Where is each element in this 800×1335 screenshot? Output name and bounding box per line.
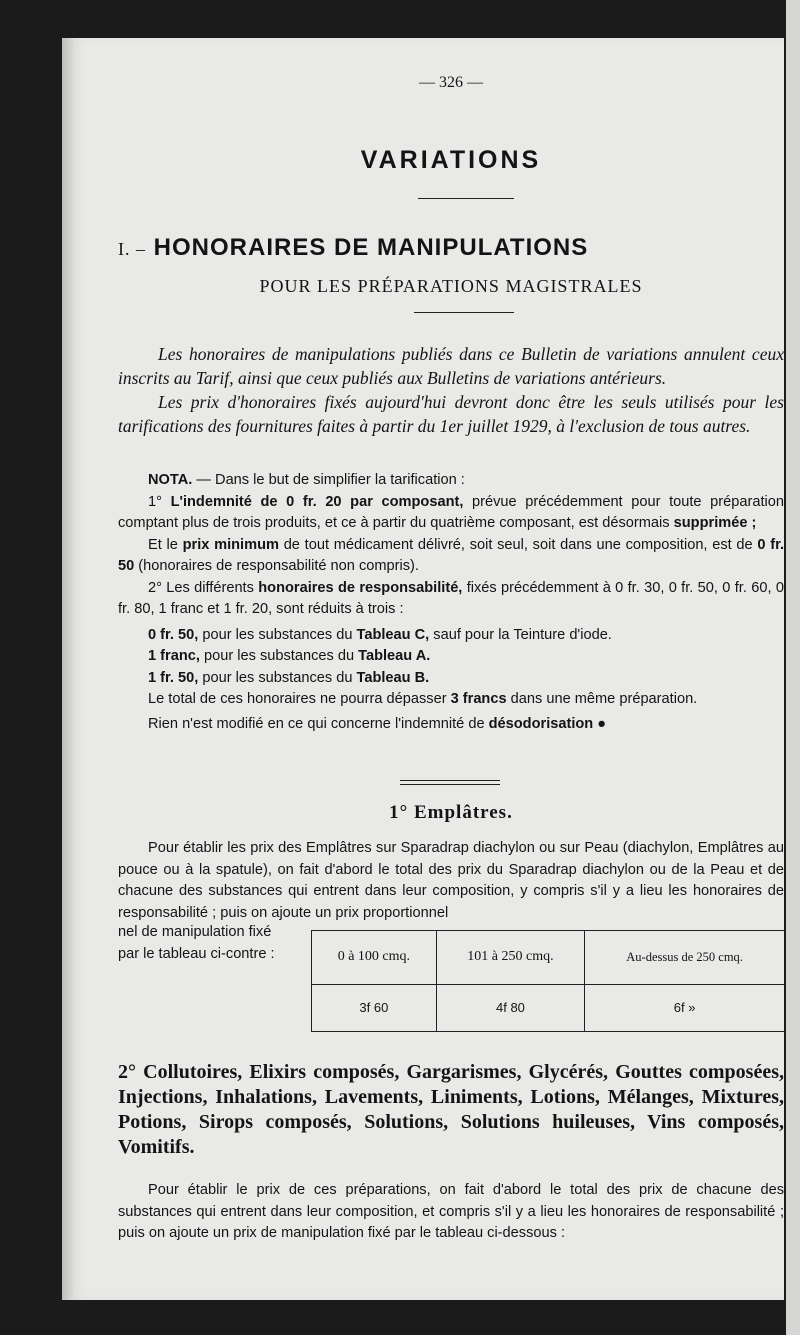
tableau-a-line: 1 franc, pour les substances du Tableau A. <box>148 648 431 664</box>
tableau-c-line: 0 fr. 50, pour les substances du Tableau C, sauf pour la Teinture d'iode. <box>148 626 612 643</box>
section-divider <box>400 780 500 788</box>
title-rule <box>418 198 514 199</box>
total-limit-line: Le total de ces honoraires ne pourra dépasser 3 francs dans une même préparation. <box>148 691 698 707</box>
emplatres-heading: 1° Emplâtres. <box>389 802 513 823</box>
intro-paragraph: Les prix d'honoraires fixés aujourd'hui devront donc être les seuls utilisés pour les tarifications des fournitures faites à partir du 1er juillet 1929, à l'exclusion de tous autres. <box>118 392 784 436</box>
table-value-cell: 3f 60 <box>312 984 437 1031</box>
section-1-subheading: POUR LES PRÉPARATIONS MAGISTRALES <box>259 276 643 296</box>
nota-lead: NOTA. — Dans le but de simplifier la tarification : <box>148 472 465 488</box>
subheading-rule <box>414 312 514 313</box>
section-1-number: I. – <box>118 239 146 259</box>
emplatres-paragraph <box>118 838 784 924</box>
emplatres-table-caption: nel de manipulation fixé par le tableau ci-contre : <box>118 924 275 962</box>
nota-block <box>118 470 784 735</box>
nota-label: NOTA. <box>148 472 193 488</box>
table-row <box>312 984 785 1031</box>
intro-paragraph: Les honoraires de manipulations publiés dans ce Bulletin de variations annulent ceux inscrits au Tarif, ainsi que ceux publiés aux Bulletins de variations antérieurs. <box>118 344 784 388</box>
page-title: VARIATIONS <box>360 146 542 174</box>
section-1-title: HONORAIRES DE MANIPULATIONS <box>153 234 589 261</box>
table-header-cell: 0 à 100 cmq. <box>312 931 437 985</box>
tableau-b-line: 1 fr. 50, pour les substances du Tableau B. <box>148 669 430 686</box>
table-value-cell: 4f 80 <box>436 984 585 1031</box>
table-row <box>312 931 785 985</box>
page-number: — 326 — <box>419 74 483 91</box>
nota-item-1: 1° L'indemnité de 0 fr. 20 par composant, prévue précédemment pour toute préparation comptant plus de trois produits, et ce à partir du quatrième composant, est désormais supprimée ; <box>118 493 784 531</box>
desodorisation-line: Rien n'est modifié en ce qui concerne l'indemnité de désodorisation ● <box>148 715 607 732</box>
nota-item-2: 2° Les différents honoraires de responsabilité, fixés précédemment à 0 fr. 30, 0 fr. 50, 0 fr. 60, 0 fr. 80, 1 franc et 1 fr. 20, sont réduits à trois : <box>118 579 784 617</box>
adjacent-page-edge <box>786 0 800 1335</box>
table-value-cell: 6f » <box>585 984 784 1031</box>
section-1-heading <box>118 234 784 262</box>
emplatres-text: Pour établir les prix des Emplâtres sur Sparadrap diachylon ou sur Peau (diachylon, Emplâtres au pouce ou à la spatule), on fait d'abord le total des prix du Sparadrap diachylon ou de la Peau et de chacune des substances qui entrent dans leur composition, y compris s'il y a lieu les honoraires de responsabilité ; puis on ajoute un prix proportionnel <box>118 840 784 921</box>
table-header-cell: Au-dessus de 250 cmq. <box>585 931 784 985</box>
intro-paragraphs <box>118 342 784 438</box>
nota-minimum-price: Et le prix minimum de tout médicament délivré, soit seul, soit dans une composition, est de 0 fr. 50 (honoraires de responsabilité non compris). <box>118 536 784 574</box>
table-header-cell: 101 à 250 cmq. <box>436 931 585 985</box>
emplatres-price-table <box>311 930 784 1032</box>
section-2-paragraph <box>118 1180 784 1245</box>
document-page <box>62 38 784 1300</box>
section-2-text: Pour établir le prix de ces préparations, on fait d'abord le total des prix de chacune des substances qui entrent dans leur composition, et compris s'il y a lieu les honoraires de responsabilité ; puis on ajoute un prix de manipulation fixé par le tableau ci-dessous : <box>118 1182 784 1241</box>
section-2-heading: 2° Collutoires, Elixirs composés, Gargarismes, Glycérés, Gouttes composées, Injections, Inhalations, Lavements, Liniments, Lotions, Mélanges, Mixtures, Potions, Sirops composés, Solutions, Solutions huileuses, Vins composés, Vomitifs. <box>118 1061 784 1158</box>
